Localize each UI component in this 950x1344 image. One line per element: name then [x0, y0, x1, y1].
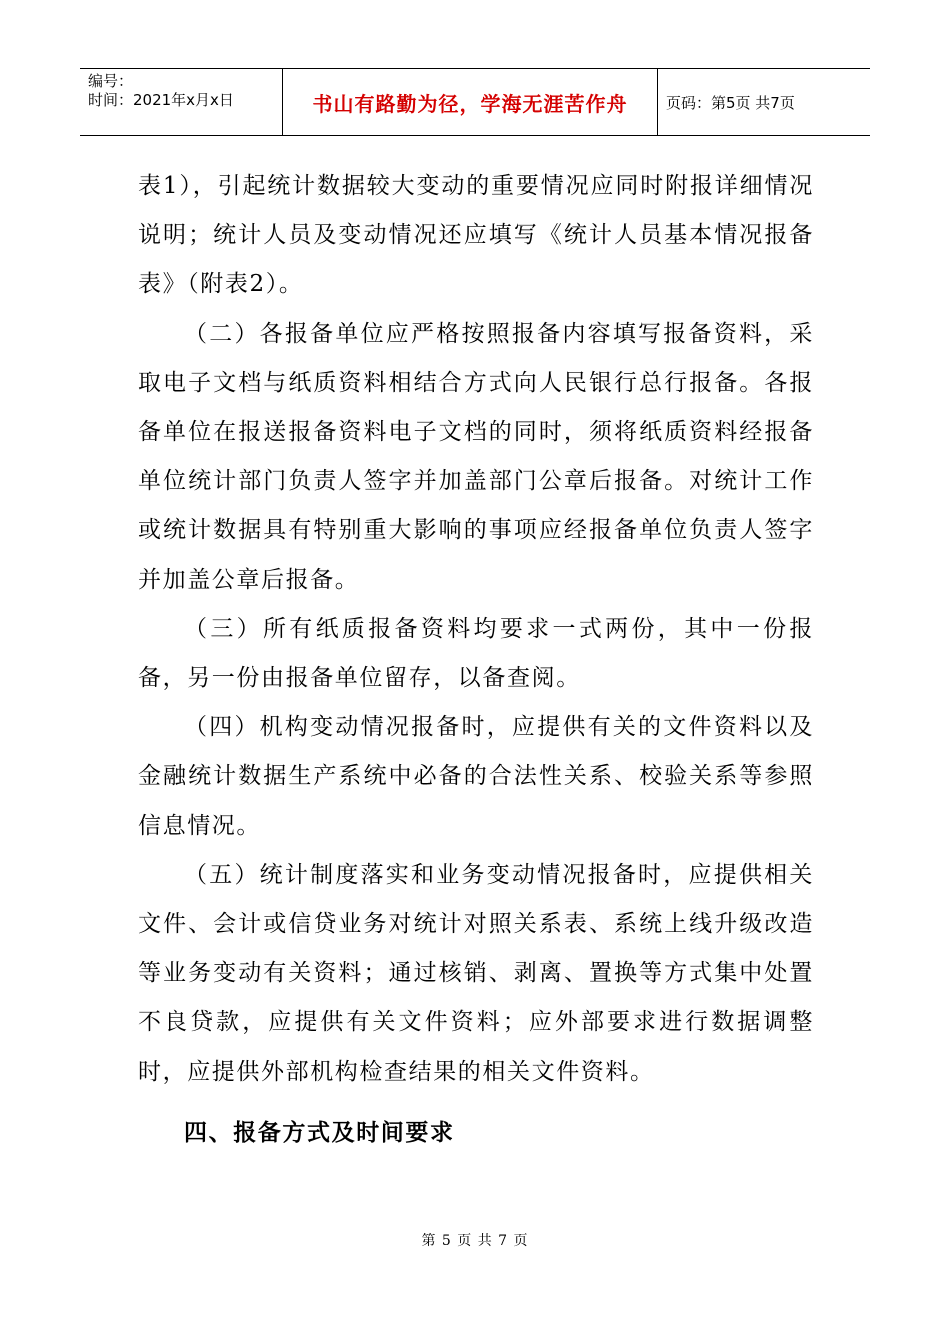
page-header	[80, 68, 870, 136]
header-page-info: 页码：第5页 共7页	[666, 93, 795, 112]
document-number-label: 编号：	[88, 72, 134, 90]
section-heading: 四、报备方式及时间要求	[184, 1120, 455, 1146]
document-body	[138, 162, 814, 1097]
page-footer: 第 5 页 共 7 页	[421, 1233, 529, 1249]
document-date-label: 时间：2021年x月x日	[88, 91, 234, 109]
header-meta	[80, 69, 283, 135]
paragraph-item-5: （五）统计制度落实和业务变动情况报备时，应提供相关文件、会计或信贷业务对统计对照关系表、系统上线升级改造等业务变动有关资料；通过核销、剥离、置换等方式集中处置不良贷款，应提供有关文件资料；应外部要求进行数据调整时，应提供外部机构检查结果的相关文件资料。	[138, 861, 814, 1085]
header-motto: 书山有路勤为径，学海无涯苦作舟	[283, 69, 658, 135]
paragraph-item-2: （二）各报备单位应严格按照报备内容填写报备资料，采取电子文档与纸质资料相结合方式向人民银行总行报备。各报备单位在报送报备资料电子文档的同时，须将纸质资料经报备单位统计部门负责人签字并加盖部门公章后报备。对统计工作或统计数据具有特别重大影响的事项应经报备单位负责人签字并加盖公章后报备。	[138, 320, 814, 593]
paragraph-item-4: （四）机构变动情况报备时，应提供有关的文件资料以及金融统计数据生产系统中必备的合法性关系、校验关系等参照信息情况。	[138, 714, 814, 839]
paragraph-item-3: （三）所有纸质报备资料均要求一式两份，其中一份报备，另一份由报备单位留存，以备查阅。	[138, 615, 814, 692]
paragraph-continuation: 表1），引起统计数据较大变动的重要情况应同时附报详细情况说明；统计人员及变动情况还应填写《统计人员基本情况报备表》（附表2）。	[138, 173, 814, 298]
